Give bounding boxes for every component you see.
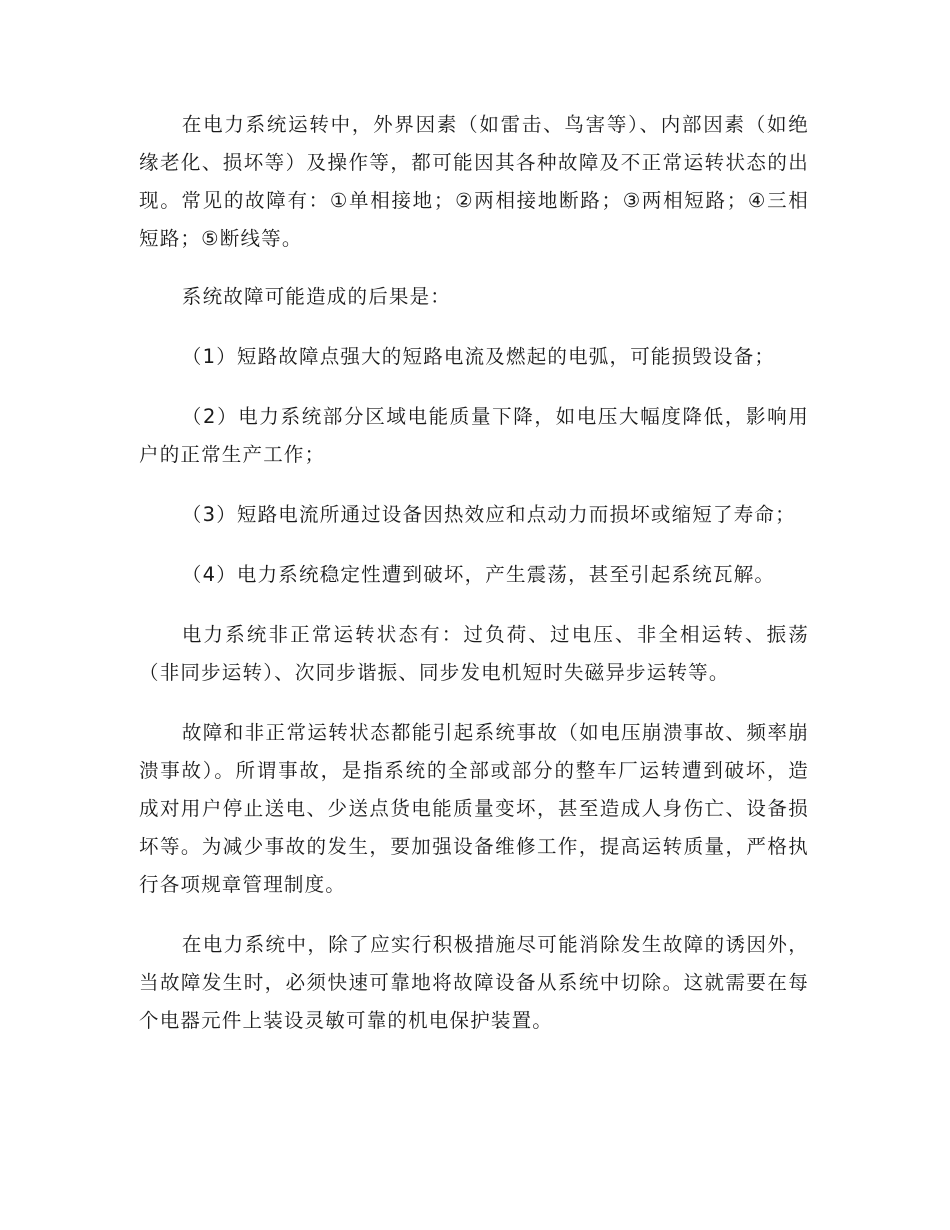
paragraph-abnormal-states: 电力系统非正常运转状态有：过负荷、过电压、非全相运转、振荡（非同步运转）、次同步谐振、同步发电机短时失磁异步运转等。 xyxy=(139,623,809,684)
paragraph-fault-types: 在电力系统运转中，外界因素（如雷击、鸟害等）、内部因素（如绝缘老化、损坏等）及操作等，都可能因其各种故障及不正常运转状态的出现。常见的故障有：①单相接地；②两相接地断路；③两相短路；④三相短路；⑤断线等。 xyxy=(139,113,809,250)
paragraph-consequence-4: （4）电力系统稳定性遭到破坏，产生震荡，甚至引起系统瓦解。 xyxy=(181,563,776,586)
paragraph-consequence-3: （3）短路电流所通过设备因热效应和点动力而损坏或缩短了寿命； xyxy=(181,503,796,526)
paragraph-consequences-heading: 系统故障可能造成的后果是： xyxy=(181,285,451,308)
paragraph-consequence-1: （1）短路故障点强大的短路电流及燃起的电弧，可能损毁设备； xyxy=(181,345,776,368)
paragraph-protection: 在电力系统中，除了应实行积极措施尽可能消除发生故障的诱因外，当故障发生时，必须快速可靠地将故障设备从系统中切除。这就需要在每个电器元件上装设灵敏可靠的机电保护装置。 xyxy=(139,933,809,1032)
paragraph-accidents: 故障和非正常运转状态都能引起系统事故（如电压崩溃事故、频率崩溃事故）。所谓事故，是指系统的全部或部分的整车厂运转遭到破坏，造成对用户停止送电、少送点货电能质量变坏，甚至造成人身伤亡、设备损坏等。为减少事故的发生，要加强设备维修工作，提高运转质量，严格执行各项规章管理制度。 xyxy=(139,721,809,896)
document-body xyxy=(139,106,809,1040)
paragraph-consequence-2: （2）电力系统部分区域电能质量下降，如电压大幅度降低，影响用户的正常生产工作； xyxy=(139,405,809,466)
